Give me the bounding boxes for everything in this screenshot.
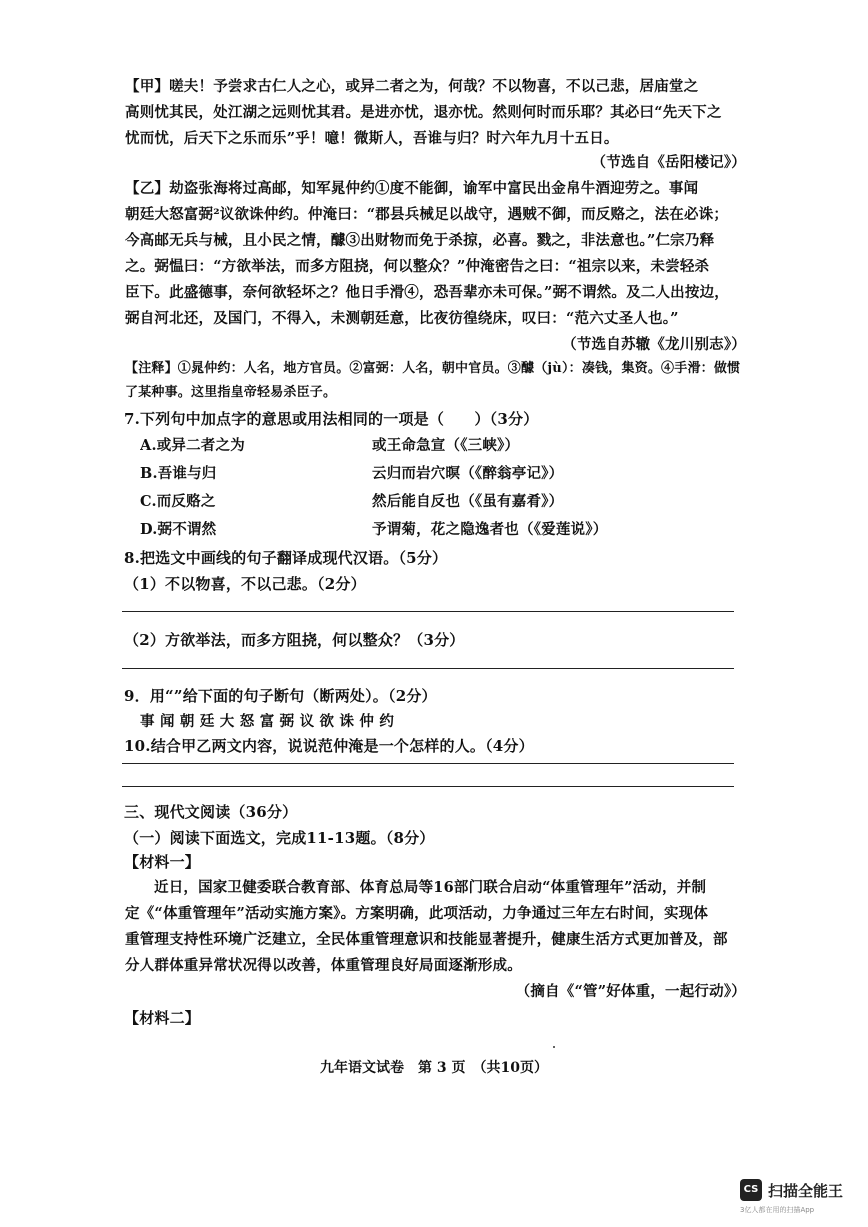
q7-option-c-compare: 然后能自反也（《虽有嘉肴》） [372, 493, 564, 510]
q7-option-b-compare: 云归而岩穴暝（《醉翁亭记》） [372, 465, 564, 482]
q10-answer-line-2[interactable] [122, 786, 734, 787]
notes-line-1: 【注释】①晁仲约：人名，地方官员。②富弼：人名，朝中官员。③醵（jù）：凑钱，集资。④手滑：做惯 [125, 361, 741, 376]
material-one-para-3: 重管理支持性环境广泛建立，全民体重管理意识和技能显著提升，健康生活方式更加普及，部 [125, 931, 728, 948]
scanner-watermark [740, 1177, 850, 1215]
jia-line-2: 高则忧其民，处江湖之远则忧其君。是进亦忧，退亦忧。然则何时而乐耶？其必曰“先天下之 [125, 104, 722, 121]
brand-name: 扫描全能王 [768, 1182, 844, 1200]
q10-stem: 10.结合甲乙两文内容，说说范仲淹是一个怎样的人。（4分） [124, 737, 534, 755]
yi-line-6: 弼自河北还，及国门，不得入，未测朝廷意，比夜彷徨绕床，叹曰：“范六丈圣人也。” [125, 310, 679, 327]
jia-line-1: 【甲】嗟夫！予尝求古仁人之心，或异二者之为，何哉？不以物喜，不以己悲，居庙堂之 [125, 78, 699, 95]
scan-speck [553, 1046, 555, 1048]
q7-option-b: B.吾谁与归 [140, 465, 217, 482]
material-one-heading: 【材料一】 [124, 853, 201, 871]
yi-line-5: 臣下。此盛德事，奈何欲轻坏之？他日手滑④，恐吾辈亦未可保。”弼不谓然。及二人出按边， [125, 284, 729, 301]
q7-option-d: D.弼不谓然 [140, 521, 217, 538]
q9-stem: 9．用“”给下面的句子断句（断两处）。（2分） [124, 687, 437, 705]
material-one-para-2: 定《“体重管理年”活动实施方案》。方案明确，此项活动，力争通过三年左右时间，实现体 [125, 905, 709, 922]
yi-line-4: 之。弼愠曰：“方欲举法，而多方阻挠，何以整众？”仲淹密告之曰：“祖宗以来，未尝轻杀 [125, 258, 710, 275]
material-one-para-4: 分人群体重异常状况得以改善，体重管理良好局面逐渐形成。 [125, 957, 522, 974]
q7-stem: 7.下列句中加点字的意思或用法相同的一项是（ ）（3分） [124, 410, 539, 428]
material-one-para-1: 近日，国家卫健委联合教育部、体育总局等16部门联合启动“体重管理年”活动，并制 [154, 879, 707, 896]
camscanner-logo-icon: CS [740, 1179, 762, 1201]
section3-title: 三、现代文阅读（36分） [124, 803, 298, 821]
yi-source: （节选自苏辙《龙川别志》） [562, 336, 746, 353]
q8-answer-line-1[interactable] [122, 611, 734, 612]
q7-option-a-compare: 或王命急宣（《三峡》） [372, 437, 520, 454]
q9-sentence: 事 闻 朝 廷 大 怒 富 弼 议 欲 诛 仲 约 [140, 713, 395, 730]
q10-answer-line-1[interactable] [122, 763, 734, 764]
yi-line-3: 今高邮无兵与械，且小民之情，醵③出财物而免于杀掠，必喜。戮之，非法意也。”仁宗乃释 [125, 232, 715, 249]
brand-tagline: 3亿人都在用的扫描App [740, 1206, 815, 1214]
q8-stem: 8.把选文中画线的句子翻译成现代汉语。（5分） [124, 549, 448, 567]
material-one-source: （摘自《“管”好体重，一起行动》） [515, 983, 746, 1000]
jia-source: （节选自《岳阳楼记》） [591, 154, 746, 171]
q8-sub-1: （1）不以物喜，不以己悲。（2分） [124, 575, 366, 593]
q7-option-c: C.而反赂之 [140, 493, 216, 510]
section3-subtitle: （一）阅读下面选文，完成11-13题。（8分） [124, 829, 435, 847]
page-footer: 九年语文试卷 第 3 页 （共10页） [320, 1060, 548, 1076]
q8-sub-2: （2）方欲举法，而多方阻挠，何以整众？（3分） [124, 631, 465, 649]
q7-option-a: A.或异二者之为 [140, 437, 245, 454]
jia-line-3: 忧而忧，后天下之乐而乐”乎！噫！微斯人，吾谁与归？时六年九月十五日。 [125, 130, 619, 147]
yi-line-1: 【乙】劫盗张海将过高邮，知军晁仲约①度不能御，谕军中富民出金帛牛酒迎劳之。事闻 [125, 180, 699, 197]
material-two-heading: 【材料二】 [124, 1009, 201, 1027]
q8-answer-line-2[interactable] [122, 668, 734, 669]
yi-line-2: 朝廷大怒富弼²议欲诛仲约。仲淹曰：“郡县兵械足以战守，遇贼不御，而反赂之，法在必诛； [125, 206, 729, 223]
notes-line-2: 了某种事。这里指皇帝轻易杀臣子。 [125, 385, 337, 400]
q7-option-d-compare: 予谓菊，花之隐逸者也（《爱莲说》） [372, 521, 608, 538]
